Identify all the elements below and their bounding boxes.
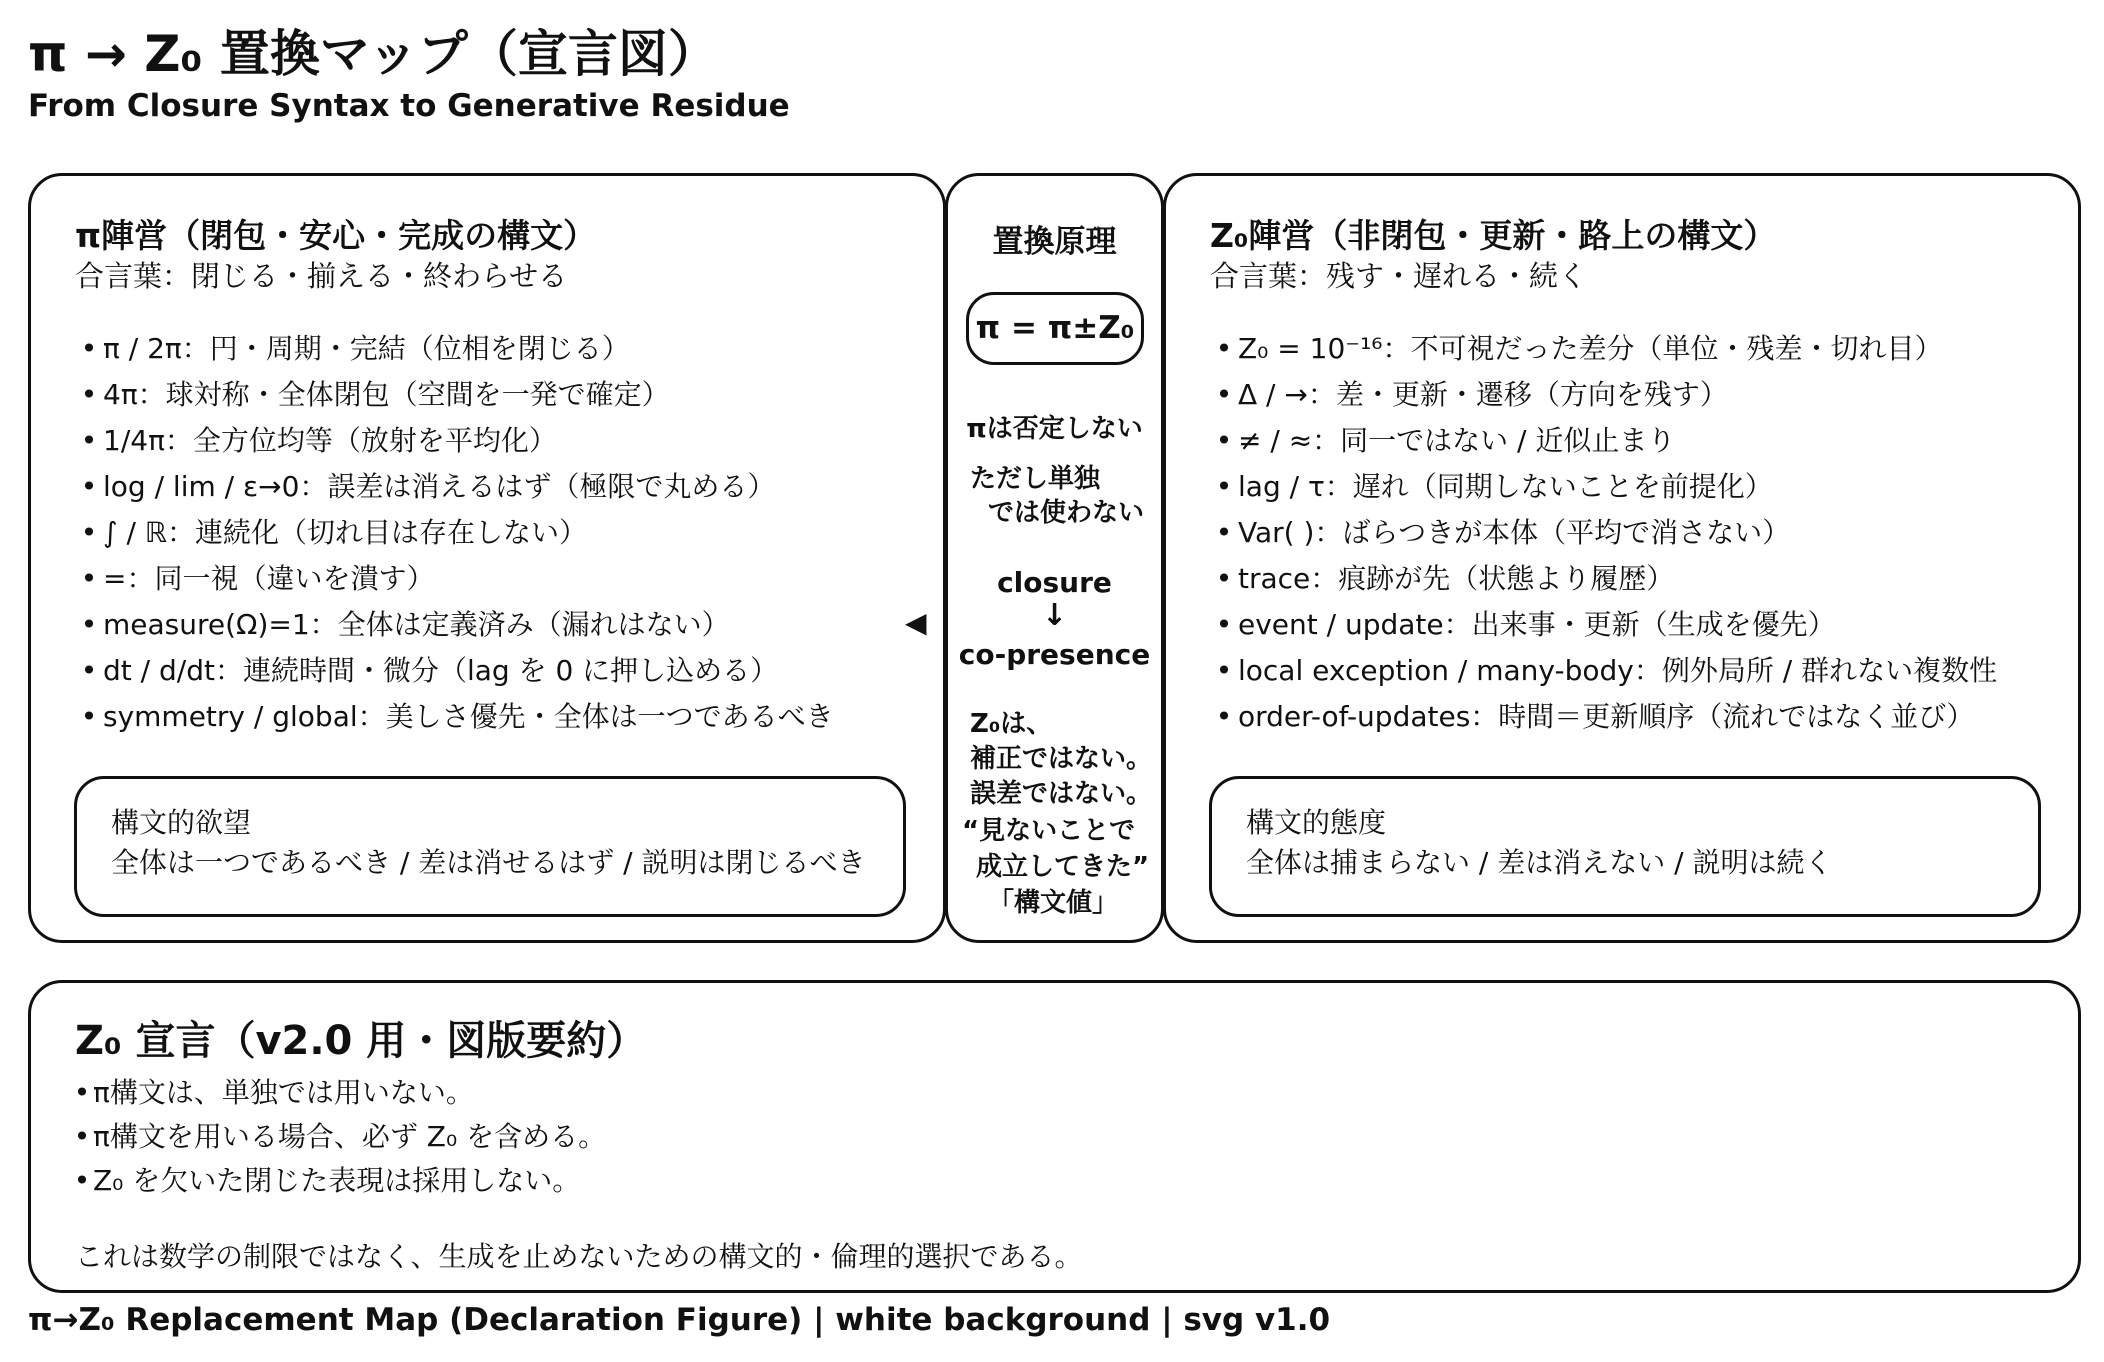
z0-camp-panel	[1163, 173, 2081, 943]
pi-camp-panel	[28, 173, 946, 943]
replacement-principle-panel	[945, 173, 1164, 943]
z0-note-line: 「構文値」	[988, 888, 1119, 918]
list-item: • π構文は、単独では用いない。	[71, 1071, 606, 1115]
page-title: π → Z₀ 置換マップ（宣言図）	[28, 25, 718, 83]
no-deny-text: πは否定しない	[966, 414, 1143, 444]
list-item: • ≠ / ≈：同一ではない / 近似止まり	[1210, 418, 1997, 464]
list-item: • ∫ / ℝ：連続化（切れ目は存在しない）	[75, 510, 834, 556]
z0-note-line: Z₀は、	[970, 709, 1053, 739]
list-item: • local exception / many-body：例外局所 / 群れない複数性	[1210, 648, 1997, 694]
list-item: • lag / τ：遅れ（同期しないことを前提化）	[1210, 464, 1997, 510]
down-arrow-icon: ↓	[1041, 598, 1068, 633]
pi-camp-title: π陣営（閉包・安心・完成の構文）	[75, 216, 597, 255]
list-item: • Z₀ を欠いた閉じた表現は採用しない。	[71, 1159, 606, 1203]
list-item: • π / 2π：円・周期・完結（位相を閉じる）	[75, 326, 834, 372]
declaration-title: Z₀ 宣言（v2.0 用・図版要約）	[75, 1018, 647, 1064]
list-item: • trace：痕跡が先（状態より履歴）	[1210, 556, 1997, 602]
list-item: • 1/4π：全方位均等（放射を平均化）	[75, 418, 834, 464]
left-arrow-icon: ◀	[905, 606, 927, 639]
z0-note-line: 成立してきた”	[976, 852, 1150, 882]
list-item: • Δ / →：差・更新・遷移（方向を残す）	[1210, 372, 1997, 418]
list-item: • Z₀ = 10⁻¹⁶：不可視だった差分（単位・残差・切れ目）	[1210, 326, 1997, 372]
syntactic-attitude-box	[1209, 776, 2041, 917]
list-item: • Var( )：ばらつきが本体（平均で消さない）	[1210, 510, 1997, 556]
list-item: • measure(Ω)=1：全体は定義済み（漏れはない）	[75, 602, 834, 648]
formula-box: π = π±Z₀	[966, 292, 1144, 365]
syntactic-desire-label: 構文的欲望	[111, 806, 252, 839]
list-item: • 4π：球対称・全体閉包（空間を一発で確定）	[75, 372, 834, 418]
syntactic-attitude-label: 構文的態度	[1246, 806, 1387, 839]
figure-caption: π→Z₀ Replacement Map (Declaration Figure) | white background | svg v1.0	[28, 1302, 1331, 1338]
z0-note-line: 補正ではない。	[970, 744, 1153, 774]
closure-label: closure	[997, 566, 1112, 599]
pi-camp-list	[75, 326, 834, 740]
copresence-label: co-presence	[958, 638, 1151, 671]
declaration-footer: これは数学の制限ではなく、生成を止めないための構文的・倫理的選択である。	[75, 1240, 1083, 1273]
replacement-principle-title: 置換原理	[992, 224, 1117, 260]
declaration-list	[71, 1071, 606, 1203]
z0-camp-title: Z₀陣営（非閉包・更新・路上の構文）	[1210, 216, 1777, 255]
list-item: • event / update：出来事・更新（生成を優先）	[1210, 602, 1997, 648]
syntactic-desire-text: 全体は一つであるべき / 差は消せるはず / 説明は閉じるべき	[111, 846, 866, 879]
syntactic-attitude-text: 全体は捕まらない / 差は消えない / 説明は続く	[1246, 846, 1833, 879]
z0-note-line: “見ないことで	[962, 816, 1136, 846]
list-item: • log / lim / ε→0：誤差は消えるはず（極限で丸める）	[75, 464, 834, 510]
not-alone-text-2: では使わない	[988, 498, 1145, 528]
list-item: • dt / d/dt：連続時間・微分（lag を 0 に押し込める）	[75, 648, 834, 694]
list-item: • π構文を用いる場合、必ず Z₀ を含める。	[71, 1115, 606, 1159]
z0-camp-list	[1210, 326, 1997, 740]
not-alone-text-1: ただし単独	[970, 464, 1101, 494]
list-item: • symmetry / global：美しさ優先・全体は一つであるべき	[75, 694, 834, 740]
list-item: • order-of-updates：時間＝更新順序（流れではなく並び）	[1210, 694, 1997, 740]
pi-camp-motto: 合言葉：閉じる・揃える・終わらせる	[75, 259, 568, 293]
z0-camp-motto: 合言葉：残す・遅れる・続く	[1210, 259, 1588, 293]
page-subtitle: From Closure Syntax to Generative Residue	[28, 88, 790, 124]
list-item: • =：同一視（違いを潰す）	[75, 556, 834, 602]
syntactic-desire-box	[74, 776, 906, 917]
z0-declaration-panel	[28, 980, 2081, 1293]
z0-note-line: 誤差ではない。	[970, 779, 1153, 809]
